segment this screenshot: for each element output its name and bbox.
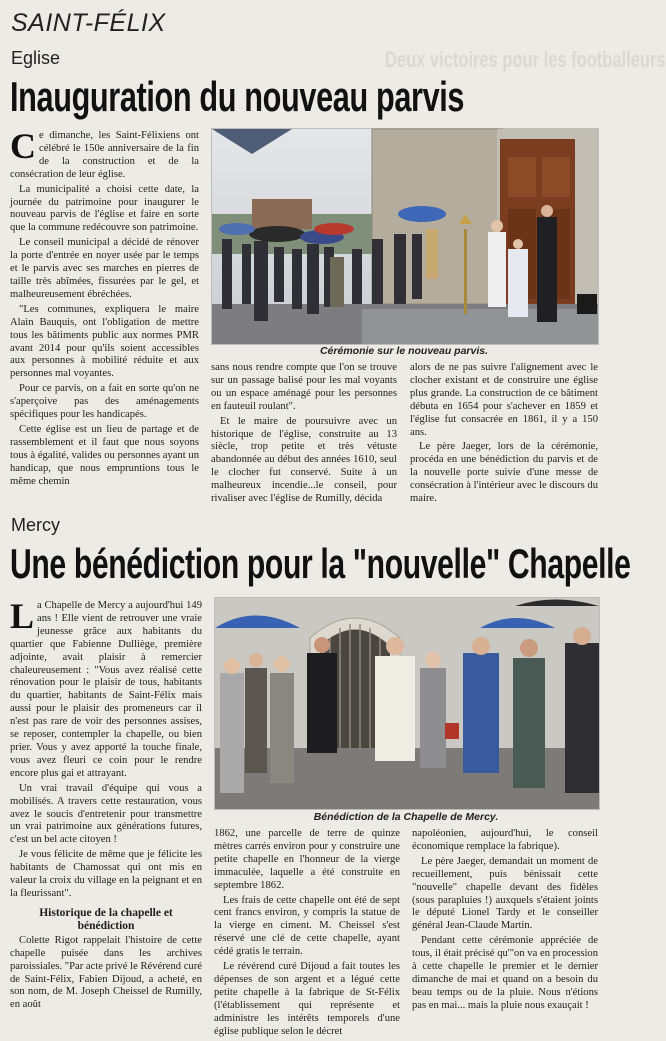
article2-paragraph: Les frais de cette chapelle ont été de sept cent francs environ, y compris la statue de la vierge en ciment. M. Cheissel s'est réservé une clé de cette chapelle, ayant cédé gratis le terrain. <box>214 894 400 958</box>
article1-paragraph: sans nous rendre compte que l'on se trouve sur un passage balisé pour les mal voyants ou un espace aménagé pour les personnes en fauteuil roulant". <box>211 362 397 412</box>
dropcap-c: C <box>10 126 36 166</box>
headline-benediction: Une bénédiction pour la "nouvelle" Chapelle <box>10 540 631 587</box>
dropcap-l: L <box>10 596 35 636</box>
article1-paragraph: alors de ne pas suivre l'alignement avec le clocher existant et de construire une église plus grande. La construction de ce bâtiment débuta en 1654 pour s'achever en 1859 et l'église fut consacrée en 1861, il y a 150 ans. <box>410 362 598 438</box>
article1-column-2 <box>211 362 397 508</box>
article1-column-3 <box>410 362 598 508</box>
article1-paragraph: e dimanche, les Saint-Félixiens ont célébré le 150e anniversaire de la fin de la construction et de la consécration de leur église. <box>10 130 199 180</box>
article2-paragraph: Pendant cette cérémonie appréciée de tous, il était précisé qu'"on va en procession à cette chapelle le premier et le dernier dimanche de mai et quand on a besoin du beau temps ou de la pluie. Nous n'étions pas en mai... mais la pluie nous exauçait ! <box>412 935 598 1011</box>
page-kicker: SAINT-FÉLIX <box>11 9 166 37</box>
section-label-mercy: Mercy <box>11 515 60 535</box>
article2-paragraph: napoléonien, aujourd'hui, le conseil économique remplace la fabrique). <box>412 828 598 852</box>
article2-paragraph: Le père Jaeger, demandait un moment de recueillement, puis bénissait cette "nouvelle" chapelle devant des fidèles (sous parapluies !) auxquels s'étaient joints le député Lionel Tardy et le conseiller général Jean-Claude Martin. <box>412 855 598 932</box>
article2-column-3 <box>412 828 598 1015</box>
article1-paragraph: Cette église est un lieu de partage et de rassemblement et il faut que nous soyons tous à égalité, valides ou personnes ayant un handicap, que nous empruntions tous le même chemin <box>10 423 199 487</box>
article1-paragraph: "Les communes, expliquera le maire Alain Bauquis, ont l'obligation de mettre tous les bâtiments public aux normes PMR avant 2014 pour qu'ils soient accessibles aux personnes à mobilité réduite et aux personnes mal voyantes. <box>10 303 199 380</box>
article2-paragraph: a Chapelle de Mercy a aujourd'hui 149 ans ! Elle vient de retrouver une vraie jeunesse grâce aux habitants du quartier que Fabienne Dulliège, première adjointe, avait plaisir à remercier chaleureusement : "Vous avez réalisé cette rénovation pour le plaisir de tous, habitants du quartier, habitants de Saint-Félix mais aussi pour le plaisir des promeneurs car il n'est pas rare de voir des personnes assises, se reposer, contempler la chapelle, ou bien prier. Vous y avez apporté la touche finale, vous avez fleuri ce coin pour le rendre encore plus gai et attrayant. <box>10 600 202 779</box>
article1-paragraph: Et le maire de poursuivre avec un historique de l'église, construite au 13 siècle, trop petite et très vétuste abandonnée au début des années 1610, seul le clocher fut conservé. Suite à un malheureux incendie...le conseil, pour rivaliser avec l'église de Rumilly, décida <box>211 415 397 505</box>
article2-paragraph: Je vous félicite de même que je félicite les habitants de Chamossat qui ont mis en valeur la croix du village en la peignant et en la fleurissant". <box>10 849 202 899</box>
article2-paragraph: Un vrai travail d'équipe qui vous a mobilisés. A travers cette restauration, vous avez le soucis d'entretenir pour transmettre un vrai patrimoine aux générations futures, c'est un bel acte citoyen ! <box>10 782 202 846</box>
chapelle-blessing-illustration <box>215 598 599 809</box>
article1-paragraph: La municipalité a choisi cette date, la journée du patrimoine pour inaugurer le nouveau parvis de l'église et faire en sorte que la commune redécouvre son patrimoine. <box>10 183 199 234</box>
photo-caption-parvis: Cérémonie sur le nouveau parvis. <box>319 345 489 357</box>
section-label-eglise: Eglise <box>11 48 61 68</box>
parvis-ceremony-illustration <box>212 129 598 344</box>
article1-column-1 <box>10 126 199 490</box>
article2-paragraph: Le révérend curé Dijoud a fait toutes les dépenses de son argent et a légué cette petite chapelle à la fabrique de St-Félix (l'établissement qui représente et administre les intérêts temporels d'une église publique selon le décret <box>214 961 400 1037</box>
parvis-ceremony-photo <box>211 128 599 345</box>
faint-ghost-headline: Deux victoires pour les footballeurs <box>385 47 666 72</box>
article2-paragraph: 1862, une parcelle de terre de quinze mètres carrés environ pour y construire une petite chapelle en l'honneur de la vierge immaculée, laquelle a été construite en septembre 1862. <box>214 828 400 891</box>
article1-paragraph: Le conseil municipal a décidé de rénover la porte d'entrée en noyer usée par le temps et le parvis avec ses marches en pierres de taille très abîmées, fissurées par le gel, et malheureusement ébréchées. <box>10 237 199 300</box>
photo-caption-chapelle: Bénédiction de la Chapelle de Mercy. <box>313 811 499 823</box>
headline-inauguration: Inauguration du nouveau parvis <box>10 73 465 120</box>
chapelle-blessing-photo <box>214 597 600 810</box>
article2-paragraph: Colette Rigot rappelait l'histoire de cette chapelle puisée dans les archives paroissiales. "Par acte privé le Révérend curé de Saint-Félix, Fabien Dijoud, a acheté, en son nom, de M. Joseph Cheissel de Rumilly, en août <box>10 934 202 1011</box>
article1-paragraph: Pour ce parvis, on a fait en sorte qu'on ne s'aperçoive pas des aménagements spécifiques pour les handicapés. <box>10 383 199 421</box>
subhead-historique: Historique de la chapelle et bénédiction <box>39 906 173 932</box>
article2-column-2 <box>214 828 400 1041</box>
article2-column-1 <box>10 596 202 1014</box>
article1-paragraph: Le père Jaeger, lors de la cérémonie, procéda en une bénédiction du parvis et de la nouvelle porte suivie d'une messe de consécration à l'intérieur avec le discours du maire. <box>410 441 598 505</box>
